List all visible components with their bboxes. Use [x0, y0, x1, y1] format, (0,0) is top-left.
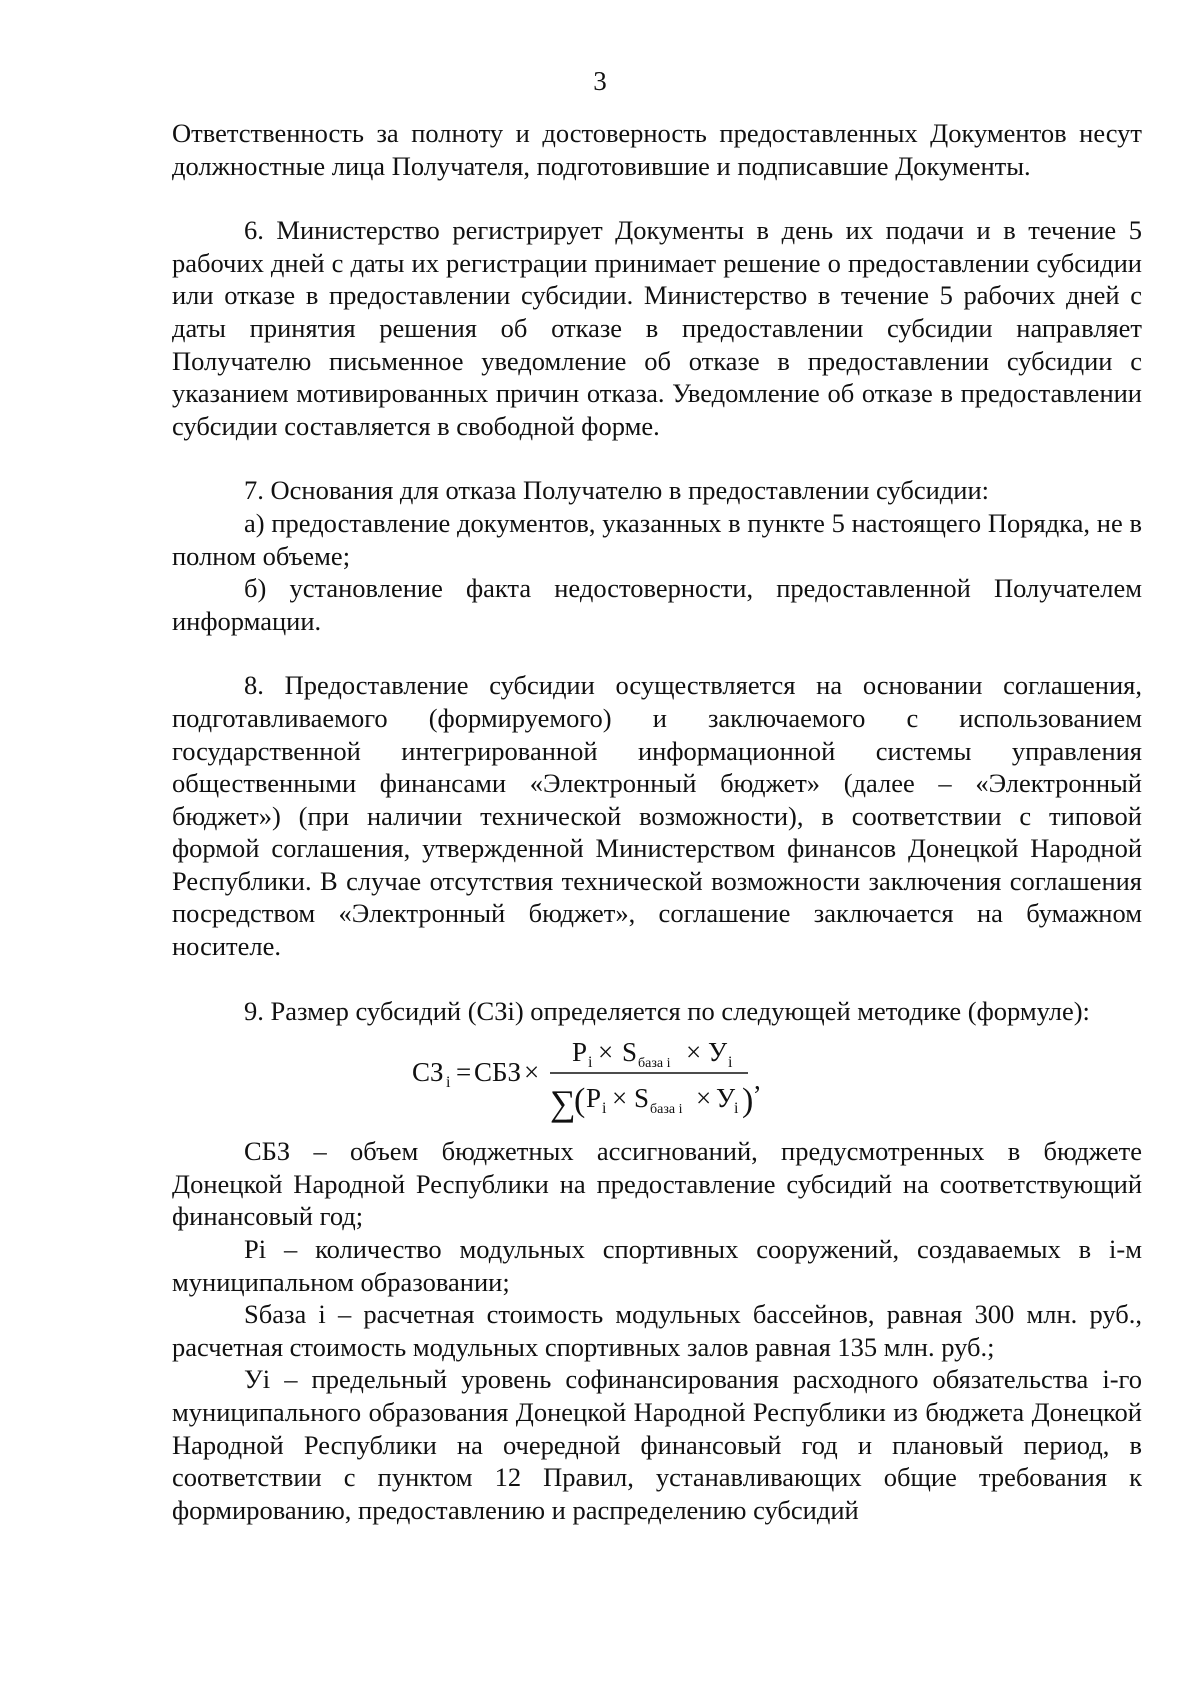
formula-times: ×: [524, 1057, 540, 1088]
paragraph-gap: [172, 963, 1142, 995]
formula-trailing-comma: ,: [754, 1065, 761, 1096]
formula-den-y-sub: i: [734, 1100, 739, 1118]
formula-num-times2: ×: [686, 1037, 702, 1068]
paragraph-7: 7. Основания для отказа Получателю в предоставлении субсидии:: [244, 475, 990, 506]
paragraph-responsibility: Ответственность за полноту и достоверность предоставленных Документов несут должностные лица Получателя, подготовившие и подписавшие Документы.: [172, 118, 1142, 181]
paragraph-7b: б) установление факта недостоверности, предоставленной Получателем информации.: [172, 573, 1142, 636]
definition-yi: Уi – предельный уровень софинансирования расходного обязательства i-го муниципального образования Донецкой Народной Республики из бюджета Донецкой Народной Республики на очередной финансовый год и плановый период, в соответствии с пунктом 12 Правил, устанавливающих общие требования к формированию, предоставлению и распределению субсидий: [172, 1364, 1142, 1525]
formula-den-y: У: [716, 1083, 736, 1114]
paragraph-9: 9. Размер субсидий (СЗi) определяется по следующей методике (формуле):: [244, 995, 1090, 1026]
paragraph-7a: а) предоставление документов, указанных в пункте 5 настоящего Порядка, не в полном объеме;: [172, 507, 1142, 571]
paragraph-gap: [172, 182, 1142, 214]
formula-lhs-sub: i: [446, 1074, 451, 1092]
formula-num-times1: ×: [598, 1037, 614, 1068]
formula-den-times2: ×: [696, 1083, 712, 1114]
formula-den-p: P: [586, 1083, 602, 1114]
paragraph-6: 6. Министерство регистрирует Документы в день их подачи и в течение 5 рабочих дней с даты их регистрации принимает решение о предоставлении субсидии или отказе в предоставлении субсидии. Министерство в течение 5 рабочих дней с даты принятия решения об отказе в предоставлении субсидии направляет Получателю письменное уведомление об отказе в предоставлении субсидии с указанием мотивированных причин отказа. Уведомление об отказе в предоставлении субсидии составляется в свободной форме.: [172, 215, 1142, 441]
subsidy-formula: [172, 1031, 1142, 1127]
formula-den-s-sub: база i: [650, 1102, 683, 1118]
formula-num-s: S: [622, 1037, 638, 1068]
paragraph-gap: [172, 637, 1142, 669]
document-body: [172, 117, 1142, 1526]
formula-den-s: S: [634, 1083, 650, 1114]
formula-svg: [412, 1031, 832, 1127]
formula-lhs: СЗ: [412, 1057, 444, 1088]
formula-den-times1: ×: [612, 1083, 628, 1114]
formula-num-s-sub: база i: [638, 1056, 671, 1072]
page-number: 3: [593, 66, 607, 96]
paragraph-8: 8. Предоставление субсидии осуществляется на основании соглашения, подготавливаемого (формируемого) и заключаемого с использованием государственной интегрированной информационной системы управления общественными финансами «Электронный бюджет» (далее – «Электронный бюджет») (при наличии технической возможности), в соответствии с типовой формой соглашения, утвержденной Министерством финансов Донецкой Народной Республики. В случае отсутствия технической возможности заключения соглашения посредством «Электронный бюджет», соглашение заключается на бумажном носителе.: [172, 670, 1142, 962]
formula-den-p-sub: i: [602, 1100, 607, 1118]
formula-den-rparen: ): [742, 1082, 754, 1120]
formula-sum-sign: ∑: [550, 1083, 576, 1124]
formula-equals: =: [456, 1057, 472, 1088]
definition-pi: Pi – количество модульных спортивных сооружений, создаваемых в i-м муниципальном образовании;: [172, 1234, 1142, 1297]
formula-den-lparen: (: [574, 1082, 586, 1120]
formula-sbz: СБЗ: [474, 1057, 522, 1088]
formula-num-y-sub: i: [728, 1054, 733, 1072]
formula-num-y: У: [708, 1037, 728, 1068]
formula-num-p: P: [572, 1037, 588, 1068]
paragraph-gap: [172, 442, 1142, 474]
definition-sbaza: Sбаза i – расчетная стоимость модульных бассейнов, равная 300 млн. руб., расчетная стоимость модульных спортивных залов равная 135 млн. руб.;: [172, 1299, 1142, 1362]
definition-sbz: СБЗ – объем бюджетных ассигнований, предусмотренных в бюджете Донецкой Народной Республики на предоставление субсидий на соответствующий финансовый год;: [172, 1136, 1142, 1232]
formula-num-p-sub: i: [588, 1054, 593, 1072]
